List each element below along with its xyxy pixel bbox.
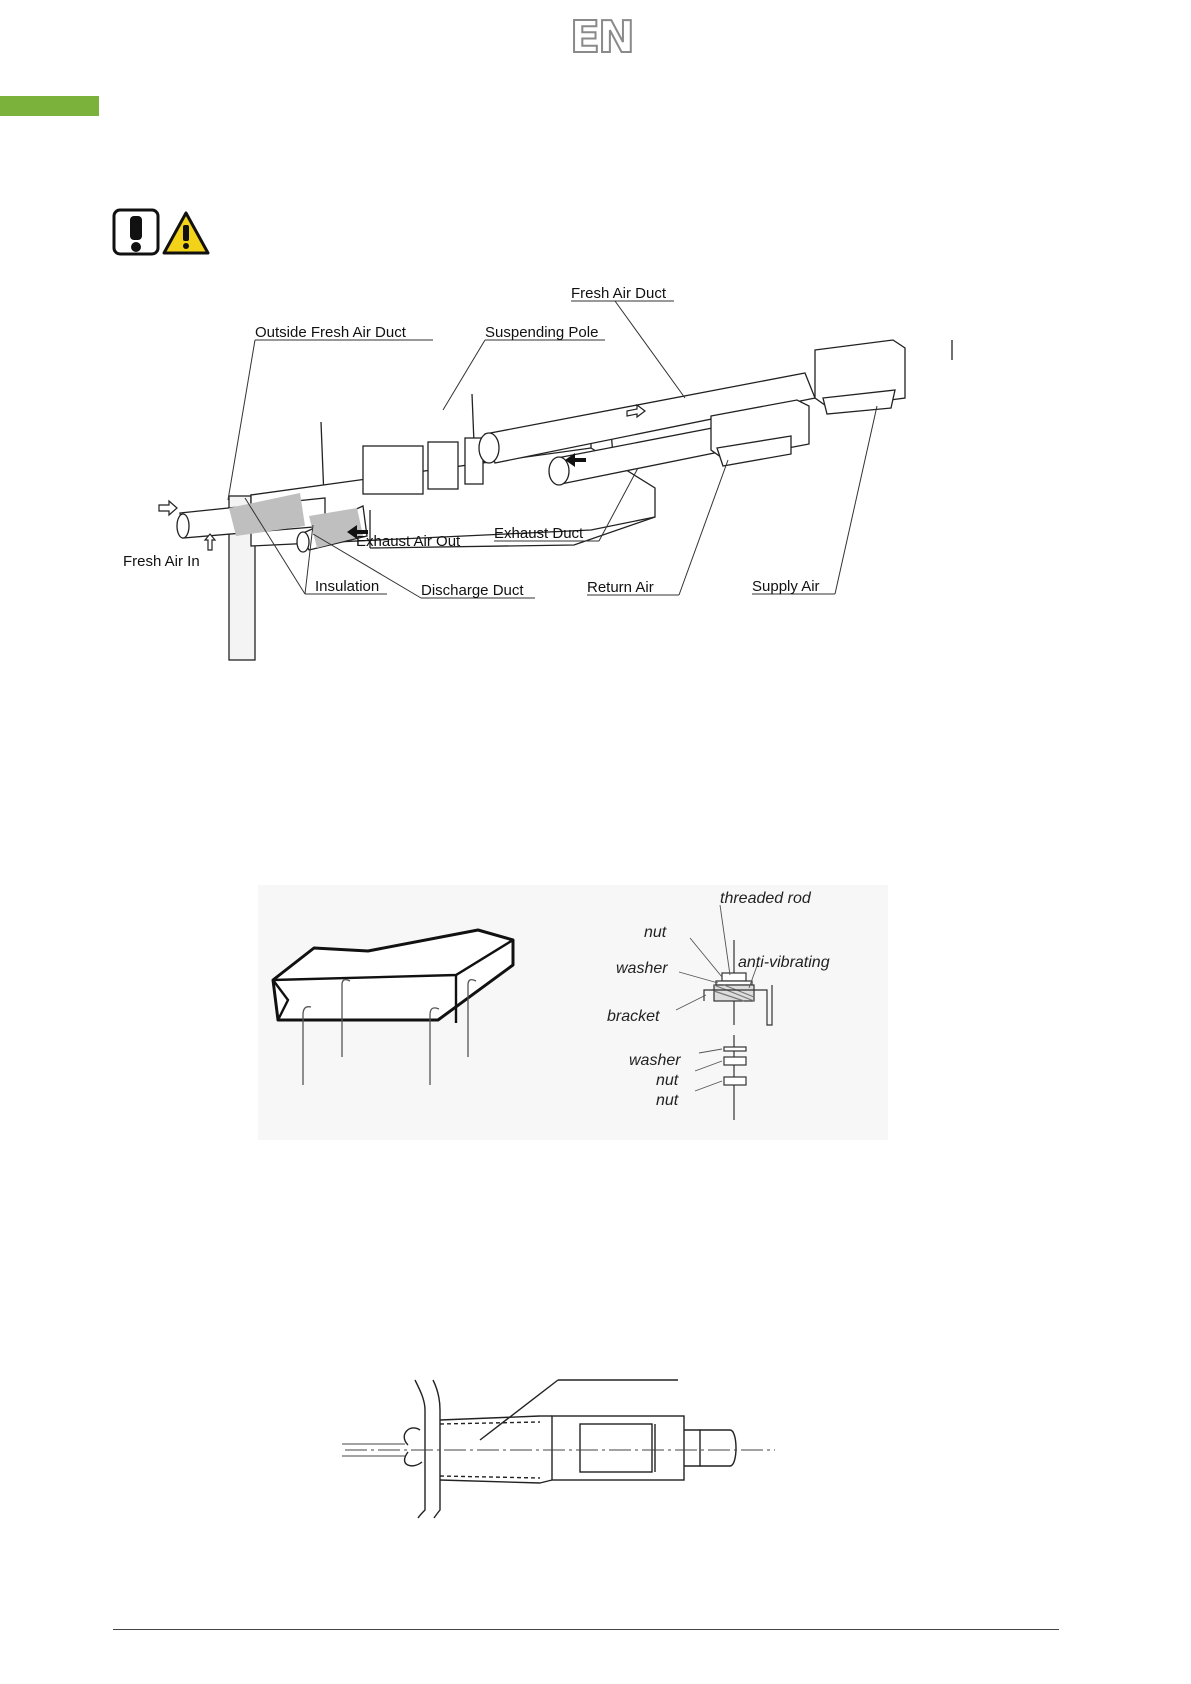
- label-fresh-air-in: Fresh Air In: [123, 553, 200, 570]
- mounting-detail-drawing: [258, 885, 888, 1140]
- label-outside-fresh-air-duct: Outside Fresh Air Duct: [255, 324, 406, 341]
- label-return-air: Return Air: [587, 579, 654, 596]
- exclamation-icon: [114, 210, 158, 254]
- warning-icons: [112, 208, 212, 263]
- installation-diagram-drawing: [123, 285, 985, 660]
- label-washer-top: washer: [616, 960, 668, 977]
- label-nut-mid: nut: [656, 1072, 679, 1089]
- label-nut-top: nut: [644, 924, 667, 941]
- warning-triangle-icon: [164, 213, 208, 253]
- label-exhaust-air-out: Exhaust Air Out: [356, 533, 461, 550]
- label-threaded-rod: threaded rod: [720, 890, 811, 907]
- label-fresh-air-duct: Fresh Air Duct: [571, 285, 667, 302]
- label-washer-bottom: washer: [629, 1052, 681, 1069]
- section-tab: [0, 96, 99, 116]
- language-code: EN: [570, 12, 633, 63]
- label-bracket: bracket: [607, 1008, 660, 1025]
- label-suspending-pole: Suspending Pole: [485, 324, 599, 341]
- mounting-detail-diagram: [258, 885, 888, 1140]
- footer-divider: [113, 1629, 1059, 1630]
- label-supply-air: Supply Air: [752, 578, 820, 595]
- installation-diagram: [123, 285, 985, 660]
- label-nut-bottom: nut: [656, 1092, 679, 1109]
- label-anti-vibrating: anti-vibrating: [738, 954, 830, 971]
- label-exhaust-duct: Exhaust Duct: [494, 525, 584, 542]
- label-discharge-duct: Discharge Duct: [421, 582, 524, 599]
- wall-sleeve-drawing: [290, 1320, 850, 1520]
- wall-sleeve-diagram: [290, 1320, 850, 1520]
- label-insulation: Insulation: [315, 578, 380, 595]
